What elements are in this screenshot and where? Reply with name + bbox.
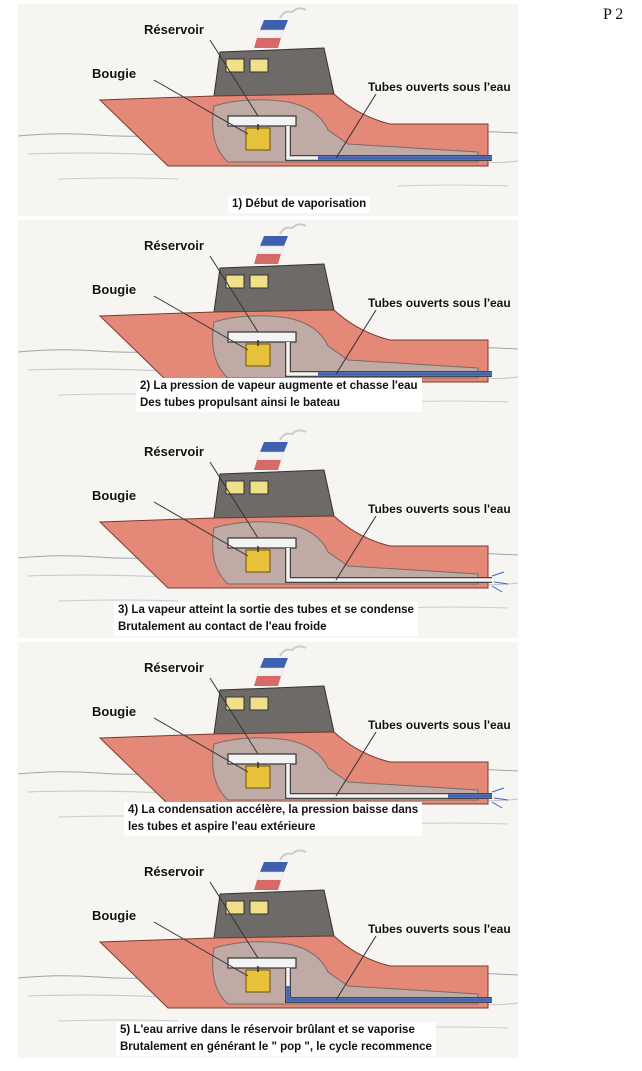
chimney-flag (254, 20, 288, 48)
chimney-flag (254, 236, 288, 264)
chimney-flag (254, 658, 288, 686)
label-tubes: Tubes ouverts sous l'eau (368, 718, 511, 732)
panel-caption (124, 802, 422, 836)
label-tubes: Tubes ouverts sous l'eau (368, 296, 511, 310)
label-tubes: Tubes ouverts sous l'eau (368, 502, 511, 516)
candle (246, 550, 270, 572)
candle (246, 344, 270, 366)
caption-line: Brutalement au contact de l'eau froide (118, 621, 327, 633)
diagram-panel-3 (18, 426, 518, 638)
panel-caption (136, 378, 422, 412)
reservoir (228, 332, 296, 342)
caption-line: Brutalement en générant le " pop ", le cycle recommence (120, 1041, 432, 1053)
candle (246, 128, 270, 150)
boat-illustration (18, 4, 518, 216)
smoke-plume (280, 8, 306, 18)
label-reservoir: Réservoir (144, 238, 204, 253)
cabin-window (250, 481, 268, 494)
reservoir (228, 958, 296, 968)
candle (246, 970, 270, 992)
label-bougie: Bougie (92, 488, 137, 503)
panel-caption (116, 1022, 436, 1056)
splash (492, 788, 508, 808)
label-tubes: Tubes ouverts sous l'eau (368, 922, 511, 936)
label-reservoir: Réservoir (144, 660, 204, 675)
caption-line: Des tubes propulsant ainsi le bateau (140, 397, 341, 409)
reservoir (228, 754, 296, 764)
smoke-plume (280, 850, 306, 860)
label-reservoir: Réservoir (144, 444, 204, 459)
caption-line: 2) La pression de vapeur augmente et chasse l'eau (140, 380, 418, 392)
label-bougie: Bougie (92, 704, 137, 719)
chimney-flag (254, 442, 288, 470)
diagram-panel-4 (18, 642, 518, 854)
caption-line: 5) L'eau arrive dans le réservoir brûlant et se vaporise (120, 1024, 415, 1036)
smoke-plume (280, 224, 306, 234)
reservoir (228, 116, 296, 126)
panel-caption (228, 196, 370, 213)
cabin-window (250, 59, 268, 72)
panel-caption (114, 602, 418, 636)
page-number: P 2 (603, 6, 624, 23)
label-tubes: Tubes ouverts sous l'eau (368, 80, 511, 94)
diagram-panel-5 (18, 846, 518, 1058)
cabin-window (250, 697, 268, 710)
caption-line: 4) La condensation accélère, la pression baisse dans (128, 804, 419, 816)
cabin-window (250, 901, 268, 914)
reservoir (228, 538, 296, 548)
smoke-plume (280, 430, 306, 440)
diagram-panel-1 (18, 4, 518, 216)
label-reservoir: Réservoir (144, 22, 204, 37)
candle (246, 766, 270, 788)
label-bougie: Bougie (92, 908, 137, 923)
cabin-window (250, 275, 268, 288)
chimney-flag (254, 862, 288, 890)
label-bougie: Bougie (92, 282, 137, 297)
caption-line: 1) Début de vaporisation (232, 198, 367, 210)
smoke-plume (280, 646, 306, 656)
splash (492, 572, 508, 592)
caption-line: 3) La vapeur atteint la sortie des tubes et se condense (118, 604, 414, 616)
label-reservoir: Réservoir (144, 864, 204, 879)
diagram-panel-2 (18, 220, 518, 432)
label-bougie: Bougie (92, 66, 137, 81)
caption-line: les tubes et aspire l'eau extérieure (128, 821, 316, 833)
